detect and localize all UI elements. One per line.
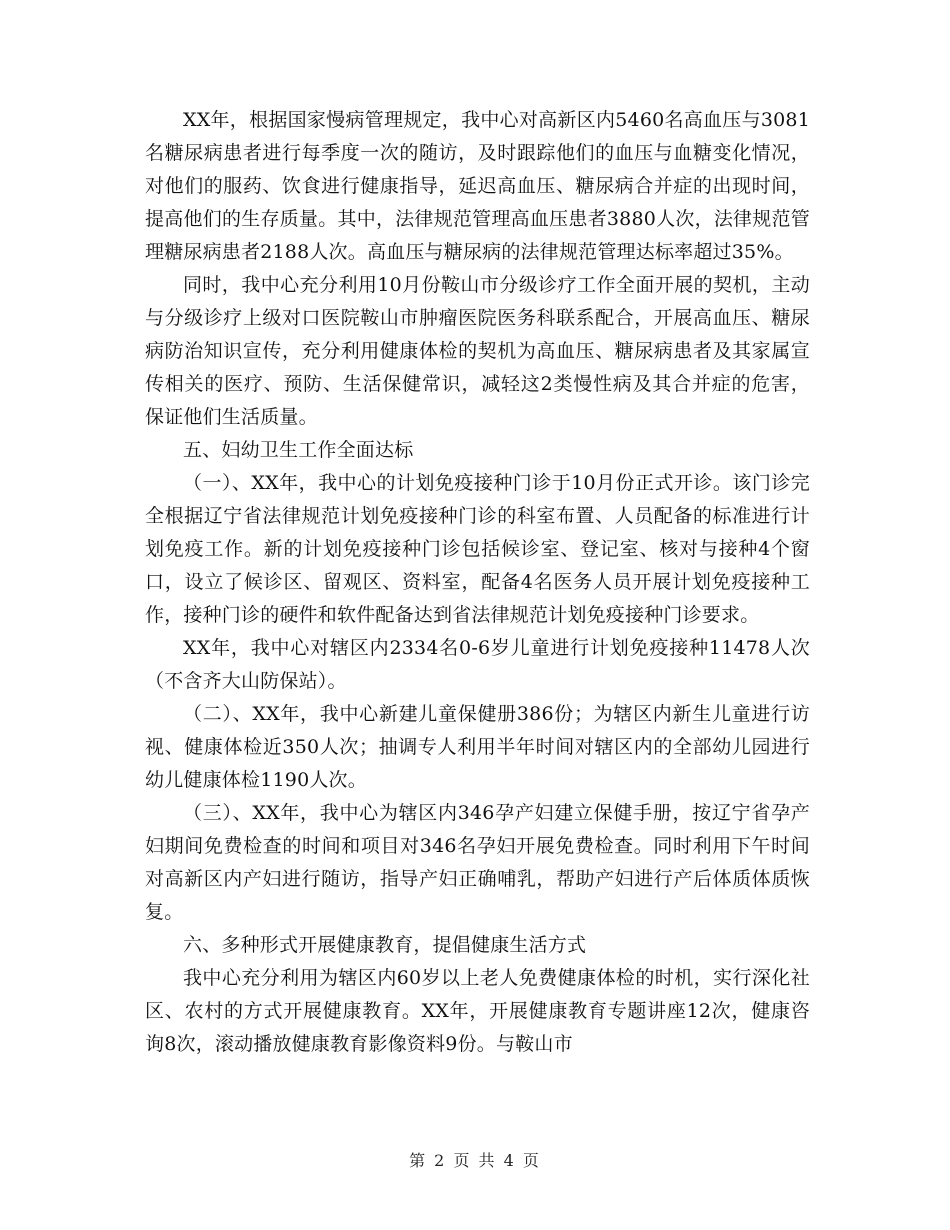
paragraph-tiered-treatment: 同时，我中心充分利用10月份鞍山市分级诊疗工作全面开展的契机，主动与分级诊疗上级对口医院鞍山市肿瘤医院医务科联系配合，开展高血压、糖尿病防治知识宣传，充分利用健康体检的契机为高血压、糖尿病患者及其家属宣传相关的医疗、预防、生活保健常识，减轻这2类慢性病及其合并症的危害，保证他们生活质量。 xyxy=(145,274,810,428)
section-heading-health-education: 六、多种形式开展健康教育，提倡健康生活方式 xyxy=(183,934,587,956)
paragraph-child-health: （二）、XX年，我中心新建儿童保健册386份；为辖区内新生儿童进行访视、健康体检近350人次；抽调专人利用半年时间对辖区内的全部幼儿园进行幼儿健康体检1190人次。 xyxy=(145,703,810,791)
page-number-footer: 第 2 页 共 4 页 xyxy=(409,1151,541,1170)
paragraph-chronic-disease: XX年，根据国家慢病管理规定，我中心对高新区内5460名高血压与3081名糖尿病患者进行每季度一次的随访，及时跟踪他们的血压与血糖变化情况，对他们的服药、饮食进行健康指导，延迟高血压、糖尿病合并症的出现时间，提高他们的生存质量。其中，法律规范管理高血压患者3880人次，法律规范管理糖尿病患者2188人次。高血压与糖尿病的法律规范管理达标率超过35%。 xyxy=(145,109,810,263)
paragraph-maternal-health: （三）、XX年，我中心为辖区内346孕产妇建立保健手册，按辽宁省孕产妇期间免费检查的时间和项目对346名孕妇开展免费检查。同时利用下午时间对高新区内产妇进行随访，指导产妇正确哺乳，帮助产妇进行产后体质体质恢复。 xyxy=(145,802,810,923)
paragraph-health-education: 我中心充分利用为辖区内60岁以上老人免费健康体检的时机，实行深化社区、农村的方式开展健康教育。XX年，开展健康教育专题讲座12次，健康咨询8次，滚动播放健康教育影像资料9份。与鞍山市 xyxy=(145,967,810,1055)
document-body xyxy=(145,104,810,1061)
section-heading-maternal-child: 五、妇幼卫生工作全面达标 xyxy=(183,439,414,461)
paragraph-vaccination-clinic: （一）、XX年，我中心的计划免疫接种门诊于10月份正式开诊。该门诊完全根据辽宁省法律规范计划免疫接种门诊的科室布置、人员配备的标准进行计划免疫工作。新的计划免疫接种门诊包括候诊室、登记室、核对与接种4个窗口，设立了候诊区、留观区、资料室，配备4名医务人员开展计划免疫接种工作，接种门诊的硬件和软件配备达到省法律规范计划免疫接种门诊要求。 xyxy=(145,472,810,626)
paragraph-vaccination-count: XX年，我中心对辖区内2334名0-6岁儿童进行计划免疫接种11478人次（不含齐大山防保站）。 xyxy=(145,637,810,692)
